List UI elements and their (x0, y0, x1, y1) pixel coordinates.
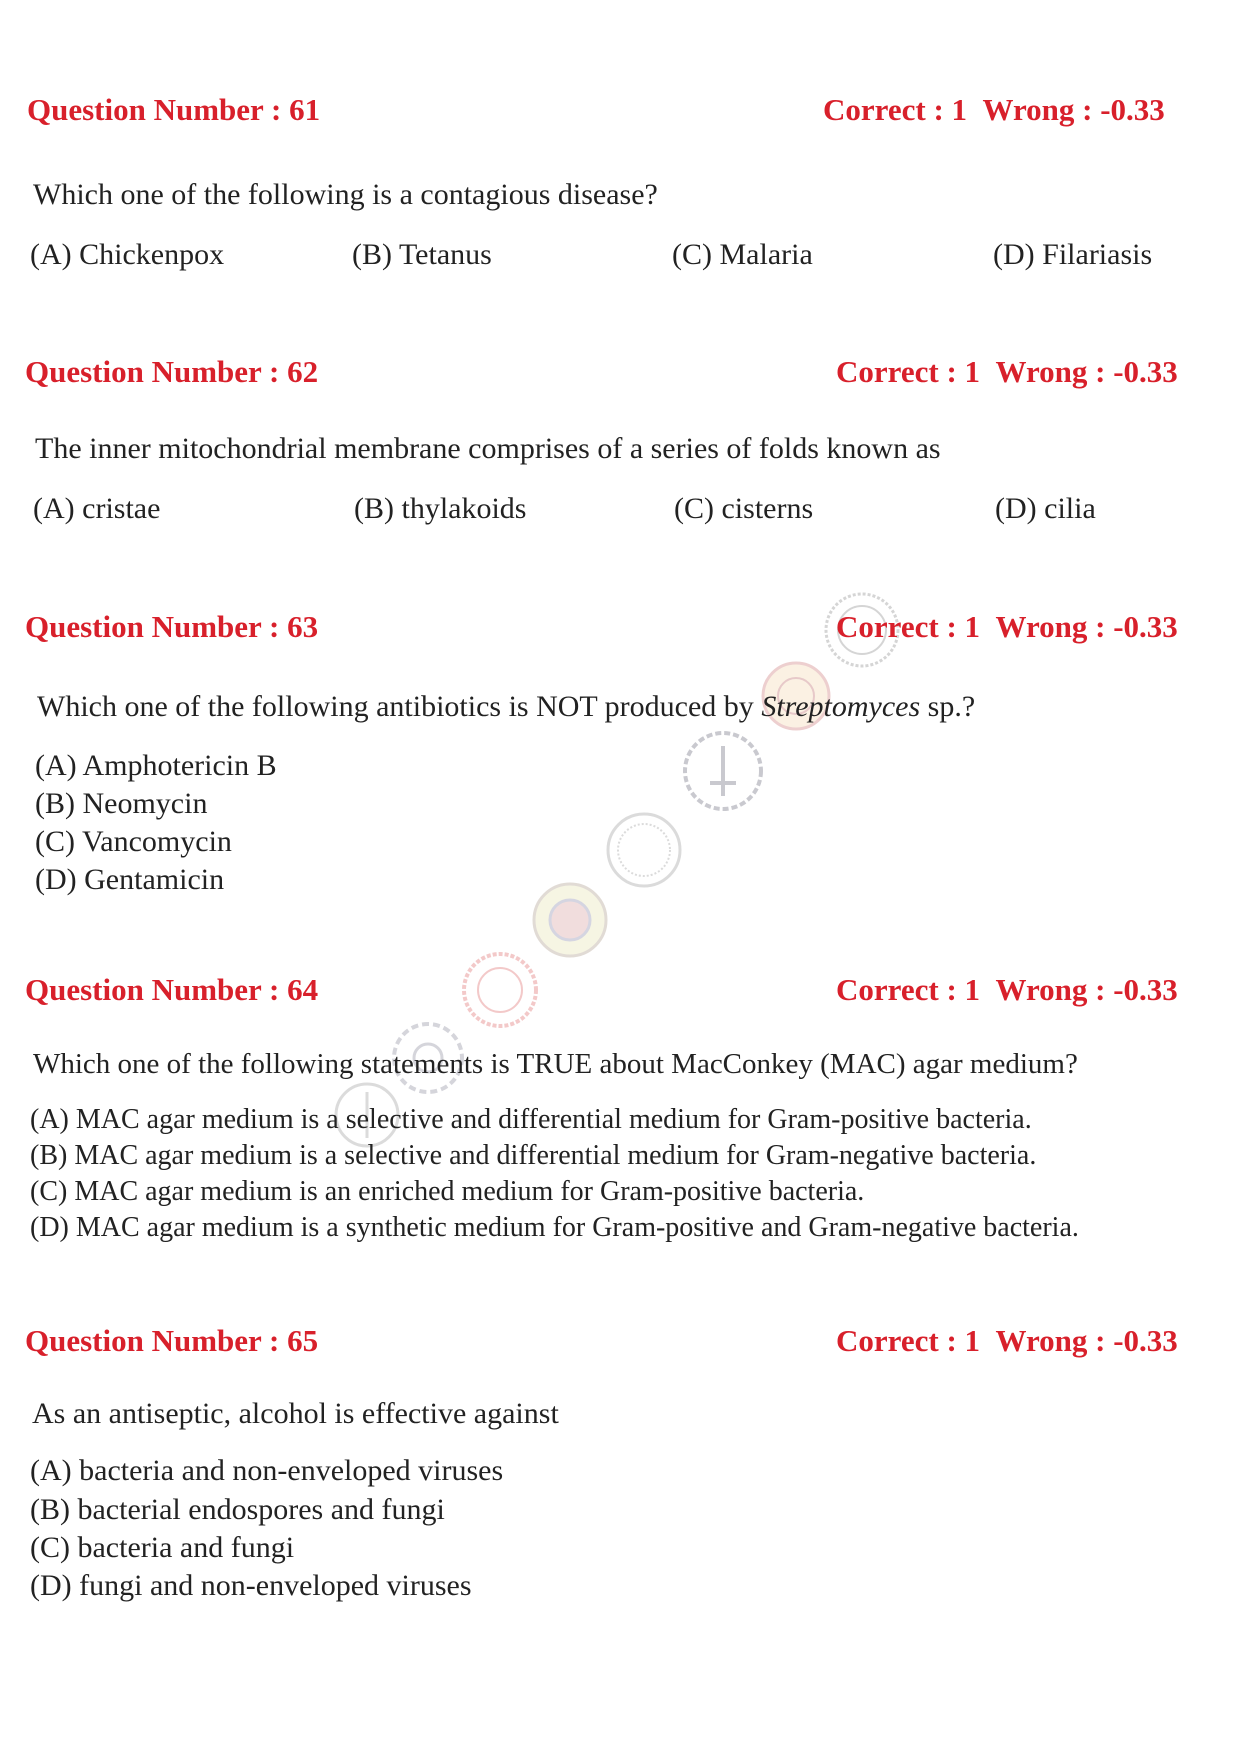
organism-name: Streptomyces (761, 690, 921, 723)
option-c: (C) cisterns (674, 492, 814, 525)
question-heading: Question Number : 61 (27, 92, 321, 127)
wrong-marks: Wrong : -0.33 (995, 972, 1178, 1007)
marking-scheme (836, 354, 1178, 390)
question-text (37, 690, 975, 724)
option-d: (D) fungi and non-enveloped viruses (30, 1569, 472, 1602)
option-d: (D) cilia (995, 492, 1096, 525)
option-b: (B) Neomycin (35, 787, 208, 820)
option-c: (C) Vancomycin (35, 825, 232, 858)
option-b: (B) Tetanus (352, 238, 492, 271)
institute-seal-icon (530, 880, 610, 960)
correct-marks: Correct : 1 (836, 354, 981, 389)
option-a: (A) Amphotericin B (35, 749, 277, 782)
wrong-marks: Wrong : -0.33 (995, 609, 1178, 644)
correct-marks: Correct : 1 (823, 92, 968, 127)
question-text: Which one of the following statements is TRUE about MacConkey (MAC) agar medium? (33, 1048, 1078, 1080)
option-a: (A) cristae (33, 492, 161, 525)
option-a: (A) MAC agar medium is a selective and differential medium for Gram-positive bacteria. (30, 1104, 1032, 1135)
question-text: As an antiseptic, alcohol is effective against (32, 1397, 559, 1430)
option-a: (A) bacteria and non-enveloped viruses (30, 1454, 504, 1487)
correct-marks: Correct : 1 (836, 609, 981, 644)
marking-scheme (823, 92, 1165, 128)
institute-seal-icon (604, 810, 684, 890)
option-d: (D) Filariasis (993, 238, 1153, 271)
question-text: Which one of the following is a contagious disease? (33, 178, 658, 211)
correct-marks: Correct : 1 (836, 1323, 981, 1358)
option-d: (D) Gentamicin (35, 863, 225, 896)
question-heading: Question Number : 65 (25, 1323, 319, 1358)
question-heading: Question Number : 64 (25, 972, 319, 1007)
option-b: (B) bacterial endospores and fungi (30, 1493, 445, 1526)
institute-seal-icon (680, 728, 766, 814)
option-d: (D) MAC agar medium is a synthetic medium for Gram-positive and Gram-negative bacteria. (30, 1212, 1079, 1243)
option-c: (C) MAC agar medium is an enriched medium for Gram-positive bacteria. (30, 1176, 865, 1207)
wrong-marks: Wrong : -0.33 (982, 92, 1165, 127)
wrong-marks: Wrong : -0.33 (995, 1323, 1178, 1358)
institute-seal-icon (460, 950, 540, 1030)
option-a: (A) Chickenpox (30, 238, 225, 271)
marking-scheme (836, 1323, 1178, 1359)
question-heading: Question Number : 63 (25, 609, 319, 644)
question-heading: Question Number : 62 (25, 354, 319, 389)
marking-scheme (836, 972, 1178, 1008)
correct-marks: Correct : 1 (836, 972, 981, 1007)
marking-scheme (836, 609, 1178, 645)
option-c: (C) Malaria (672, 238, 813, 271)
question-text: The inner mitochondrial membrane comprises of a series of folds known as (35, 432, 941, 465)
wrong-marks: Wrong : -0.33 (995, 354, 1178, 389)
question-text-part: Which one of the following antibiotics is NOT produced by (37, 690, 762, 723)
option-c: (C) bacteria and fungi (30, 1531, 295, 1564)
option-b: (B) MAC agar medium is a selective and differential medium for Gram-negative bacteria. (30, 1140, 1037, 1171)
question-text-part: sp.? (920, 690, 976, 723)
option-b: (B) thylakoids (354, 492, 527, 525)
